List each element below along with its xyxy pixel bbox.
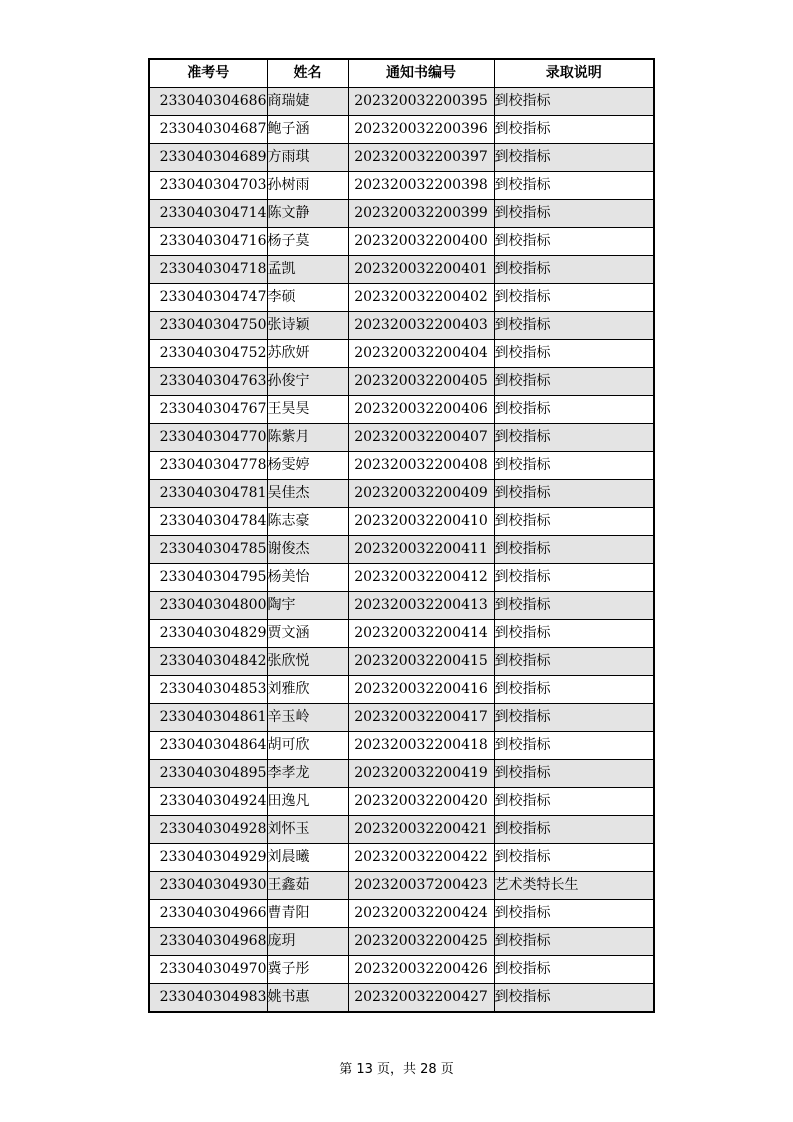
cell-name: 刘怀玉 [267, 816, 348, 844]
cell-exam-number: 233040304716 [149, 228, 267, 256]
table-row [149, 368, 654, 396]
cell-notice-number: 202320032200427 [348, 984, 494, 1013]
table-row [149, 704, 654, 732]
table-row [149, 452, 654, 480]
table-row [149, 788, 654, 816]
table-row [149, 900, 654, 928]
cell-name: 刘雅欣 [267, 676, 348, 704]
cell-name: 曹青阳 [267, 900, 348, 928]
cell-exam-number: 233040304853 [149, 676, 267, 704]
table-row [149, 620, 654, 648]
table-row [149, 732, 654, 760]
cell-name: 商瑞婕 [267, 88, 348, 116]
table-row [149, 928, 654, 956]
table-header [149, 59, 654, 88]
cell-notice-number: 202320032200415 [348, 648, 494, 676]
table-body [149, 88, 654, 1013]
cell-name: 冀子彤 [267, 956, 348, 984]
cell-name: 陈文静 [267, 200, 348, 228]
cell-name: 苏欣妍 [267, 340, 348, 368]
cell-admission-note: 到校指标 [494, 928, 654, 956]
cell-exam-number: 233040304966 [149, 900, 267, 928]
table-row [149, 88, 654, 116]
cell-name: 方雨琪 [267, 144, 348, 172]
cell-notice-number: 202320032200400 [348, 228, 494, 256]
cell-exam-number: 233040304714 [149, 200, 267, 228]
cell-admission-note: 到校指标 [494, 256, 654, 284]
cell-admission-note: 到校指标 [494, 648, 654, 676]
page-footer: 第 13 页，共 28 页 [339, 1062, 454, 1077]
cell-notice-number: 202320032200420 [348, 788, 494, 816]
cell-admission-note: 到校指标 [494, 452, 654, 480]
cell-notice-number: 202320032200399 [348, 200, 494, 228]
cell-admission-note: 到校指标 [494, 88, 654, 116]
cell-exam-number: 233040304687 [149, 116, 267, 144]
cell-name: 孙俊宁 [267, 368, 348, 396]
cell-admission-note: 到校指标 [494, 200, 654, 228]
cell-notice-number: 202320032200403 [348, 312, 494, 340]
cell-notice-number: 202320032200419 [348, 760, 494, 788]
cell-admission-note: 到校指标 [494, 984, 654, 1013]
table-row [149, 256, 654, 284]
cell-exam-number: 233040304842 [149, 648, 267, 676]
table-row [149, 312, 654, 340]
cell-admission-note: 到校指标 [494, 368, 654, 396]
table-row [149, 956, 654, 984]
cell-exam-number: 233040304930 [149, 872, 267, 900]
cell-exam-number: 233040304864 [149, 732, 267, 760]
cell-notice-number: 202320037200423 [348, 872, 494, 900]
table-row [149, 816, 654, 844]
cell-name: 王昊昊 [267, 396, 348, 424]
cell-notice-number: 202320032200410 [348, 508, 494, 536]
cell-name: 李硕 [267, 284, 348, 312]
header-name: 姓名 [267, 59, 348, 88]
cell-name: 孟凯 [267, 256, 348, 284]
table-row [149, 480, 654, 508]
cell-admission-note: 到校指标 [494, 340, 654, 368]
cell-exam-number: 233040304747 [149, 284, 267, 312]
table-row [149, 676, 654, 704]
cell-exam-number: 233040304718 [149, 256, 267, 284]
cell-name: 张欣悦 [267, 648, 348, 676]
cell-exam-number: 233040304983 [149, 984, 267, 1013]
cell-admission-note: 到校指标 [494, 144, 654, 172]
cell-admission-note: 到校指标 [494, 284, 654, 312]
cell-notice-number: 202320032200413 [348, 592, 494, 620]
cell-name: 陶宇 [267, 592, 348, 620]
cell-notice-number: 202320032200424 [348, 900, 494, 928]
table-row [149, 760, 654, 788]
cell-name: 李孝龙 [267, 760, 348, 788]
cell-exam-number: 233040304703 [149, 172, 267, 200]
cell-notice-number: 202320032200414 [348, 620, 494, 648]
cell-name: 鲍子涵 [267, 116, 348, 144]
cell-name: 杨子莫 [267, 228, 348, 256]
cell-name: 庞玥 [267, 928, 348, 956]
table-row [149, 172, 654, 200]
table-row [149, 844, 654, 872]
table-row [149, 116, 654, 144]
cell-name: 田逸凡 [267, 788, 348, 816]
table-row [149, 284, 654, 312]
cell-notice-number: 202320032200409 [348, 480, 494, 508]
cell-name: 辛玉岭 [267, 704, 348, 732]
table-row [149, 396, 654, 424]
cell-admission-note: 到校指标 [494, 788, 654, 816]
table-row [149, 536, 654, 564]
table-row [149, 872, 654, 900]
cell-notice-number: 202320032200401 [348, 256, 494, 284]
table-row [149, 984, 654, 1013]
cell-admission-note: 到校指标 [494, 480, 654, 508]
cell-admission-note: 到校指标 [494, 676, 654, 704]
cell-name: 谢俊杰 [267, 536, 348, 564]
cell-notice-number: 202320032200412 [348, 564, 494, 592]
cell-name: 杨雯婷 [267, 452, 348, 480]
cell-admission-note: 艺术类特长生 [494, 872, 654, 900]
cell-admission-note: 到校指标 [494, 900, 654, 928]
cell-exam-number: 233040304770 [149, 424, 267, 452]
cell-name: 孙树雨 [267, 172, 348, 200]
cell-name: 陈志豪 [267, 508, 348, 536]
cell-notice-number: 202320032200422 [348, 844, 494, 872]
cell-name: 贾文涵 [267, 620, 348, 648]
cell-notice-number: 202320032200408 [348, 452, 494, 480]
table-row [149, 340, 654, 368]
header-notice-number: 通知书编号 [348, 59, 494, 88]
cell-exam-number: 233040304924 [149, 788, 267, 816]
cell-exam-number: 233040304829 [149, 620, 267, 648]
cell-admission-note: 到校指标 [494, 956, 654, 984]
cell-name: 吴佳杰 [267, 480, 348, 508]
cell-notice-number: 202320032200425 [348, 928, 494, 956]
cell-exam-number: 233040304784 [149, 508, 267, 536]
cell-notice-number: 202320032200426 [348, 956, 494, 984]
cell-notice-number: 202320032200416 [348, 676, 494, 704]
cell-admission-note: 到校指标 [494, 760, 654, 788]
cell-notice-number: 202320032200417 [348, 704, 494, 732]
table-row [149, 648, 654, 676]
cell-name: 姚书惠 [267, 984, 348, 1013]
cell-exam-number: 233040304763 [149, 368, 267, 396]
table-row [149, 200, 654, 228]
cell-exam-number: 233040304752 [149, 340, 267, 368]
cell-admission-note: 到校指标 [494, 116, 654, 144]
cell-notice-number: 202320032200405 [348, 368, 494, 396]
cell-exam-number: 233040304778 [149, 452, 267, 480]
cell-admission-note: 到校指标 [494, 704, 654, 732]
cell-exam-number: 233040304928 [149, 816, 267, 844]
cell-exam-number: 233040304895 [149, 760, 267, 788]
cell-admission-note: 到校指标 [494, 536, 654, 564]
table-row [149, 564, 654, 592]
cell-admission-note: 到校指标 [494, 228, 654, 256]
cell-exam-number: 233040304968 [149, 928, 267, 956]
cell-name: 王鑫茹 [267, 872, 348, 900]
cell-exam-number: 233040304767 [149, 396, 267, 424]
cell-exam-number: 233040304781 [149, 480, 267, 508]
cell-exam-number: 233040304800 [149, 592, 267, 620]
cell-exam-number: 233040304689 [149, 144, 267, 172]
table-row [149, 424, 654, 452]
cell-exam-number: 233040304785 [149, 536, 267, 564]
cell-admission-note: 到校指标 [494, 396, 654, 424]
cell-admission-note: 到校指标 [494, 424, 654, 452]
cell-notice-number: 202320032200396 [348, 116, 494, 144]
cell-notice-number: 202320032200411 [348, 536, 494, 564]
cell-exam-number: 233040304929 [149, 844, 267, 872]
cell-admission-note: 到校指标 [494, 844, 654, 872]
cell-name: 刘晨曦 [267, 844, 348, 872]
header-admission-note: 录取说明 [494, 59, 654, 88]
cell-name: 陈紫月 [267, 424, 348, 452]
cell-notice-number: 202320032200421 [348, 816, 494, 844]
cell-admission-note: 到校指标 [494, 172, 654, 200]
cell-admission-note: 到校指标 [494, 620, 654, 648]
cell-name: 张诗颖 [267, 312, 348, 340]
cell-admission-note: 到校指标 [494, 816, 654, 844]
cell-admission-note: 到校指标 [494, 564, 654, 592]
cell-exam-number: 233040304795 [149, 564, 267, 592]
cell-admission-note: 到校指标 [494, 592, 654, 620]
cell-notice-number: 202320032200406 [348, 396, 494, 424]
cell-exam-number: 233040304861 [149, 704, 267, 732]
table-row [149, 144, 654, 172]
cell-exam-number: 233040304970 [149, 956, 267, 984]
table-row [149, 508, 654, 536]
table-row [149, 592, 654, 620]
cell-name: 杨美怡 [267, 564, 348, 592]
cell-notice-number: 202320032200402 [348, 284, 494, 312]
cell-notice-number: 202320032200404 [348, 340, 494, 368]
cell-notice-number: 202320032200395 [348, 88, 494, 116]
admission-table [148, 58, 655, 1013]
cell-exam-number: 233040304750 [149, 312, 267, 340]
cell-exam-number: 233040304686 [149, 88, 267, 116]
cell-admission-note: 到校指标 [494, 732, 654, 760]
cell-notice-number: 202320032200418 [348, 732, 494, 760]
header-exam-number: 准考号 [149, 59, 267, 88]
table-row [149, 228, 654, 256]
cell-notice-number: 202320032200397 [348, 144, 494, 172]
cell-name: 胡可欣 [267, 732, 348, 760]
cell-admission-note: 到校指标 [494, 312, 654, 340]
cell-notice-number: 202320032200407 [348, 424, 494, 452]
cell-notice-number: 202320032200398 [348, 172, 494, 200]
cell-admission-note: 到校指标 [494, 508, 654, 536]
